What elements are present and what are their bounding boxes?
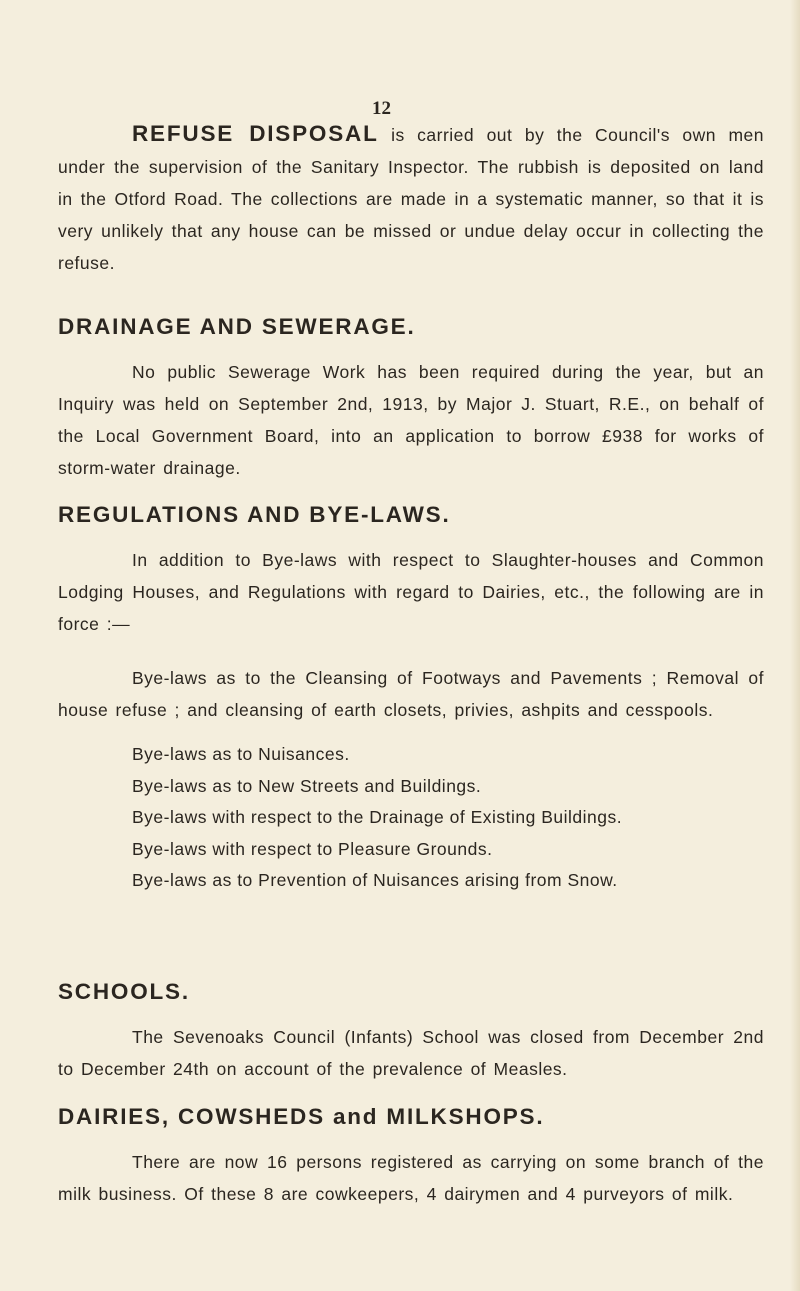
regulations-section — [58, 500, 764, 897]
page-number: 12 — [372, 98, 391, 119]
dairies-section — [58, 1102, 764, 1210]
drainage-heading: DRAINAGE AND SEWERAGE. — [58, 314, 416, 339]
refuse-section — [58, 118, 764, 279]
page-edge-shadow — [790, 0, 800, 1291]
schools-heading: SCHOOLS. — [58, 979, 190, 1004]
list-item: Bye-laws as to New Streets and Buildings. — [132, 775, 482, 796]
dairies-paragraph: There are now 16 persons registered as carrying on some branch of the milk business. Of these 8 are cowkeepers, 4 dairymen and 4 purveyors of milk. — [58, 1152, 764, 1204]
regulations-heading: REGULATIONS AND BYE-LAWS. — [58, 502, 451, 527]
bye-laws-list — [58, 739, 764, 897]
dairies-heading-end: MILKSHOPS. — [386, 1104, 545, 1129]
drainage-paragraph: No public Sewerage Work has been required during the year, but an Inquiry was held on September 2nd, 1913, by Major J. Stuart, R.E., on behalf of the Local Government Board, into an application to borrow £938 for works of storm-water drainage. — [58, 362, 764, 478]
list-item: Bye-laws as to Nuisances. — [132, 744, 350, 764]
schools-section — [58, 977, 764, 1085]
dairies-heading-and: and — [332, 1104, 379, 1129]
regulations-intro: In addition to Bye-laws with respect to Slaughter-houses and Common Lodging Houses, and Regulations with regard to Dairies, etc., the following are in force :— — [58, 550, 764, 634]
dairies-heading-main: DAIRIES, COWSHEDS — [58, 1104, 325, 1129]
list-item: Bye-laws with respect to Pleasure Grounds. — [132, 838, 493, 859]
schools-paragraph: The Sevenoaks Council (Infants) School was closed from December 2nd to December 24th on account of the prevalence of Measles. — [58, 1027, 764, 1079]
list-item: Bye-laws as to Prevention of Nuisances arising from Snow. — [132, 870, 618, 890]
regulations-first-item: Bye-laws as to the Cleansing of Footways and Pavements ; Removal of house refuse ; and cleansing of earth closets, privies, ashpits and cesspools. — [58, 668, 764, 720]
list-item: Bye-laws with respect to the Drainage of Existing Buildings. — [132, 807, 623, 827]
dairies-heading — [58, 1102, 764, 1132]
refuse-heading: REFUSE DISPOSAL — [132, 121, 379, 146]
drainage-section — [58, 312, 764, 484]
refuse-paragraph — [58, 118, 764, 279]
refuse-text: is carried out by the Council's own men under the supervision of the Sanitary Inspector. The rubbish is deposited on land in the Otford Road. The collections are made in a systematic manner, so that it is very unlikely that any house can be missed or undue delay occur in collecting the refuse. — [58, 125, 764, 273]
